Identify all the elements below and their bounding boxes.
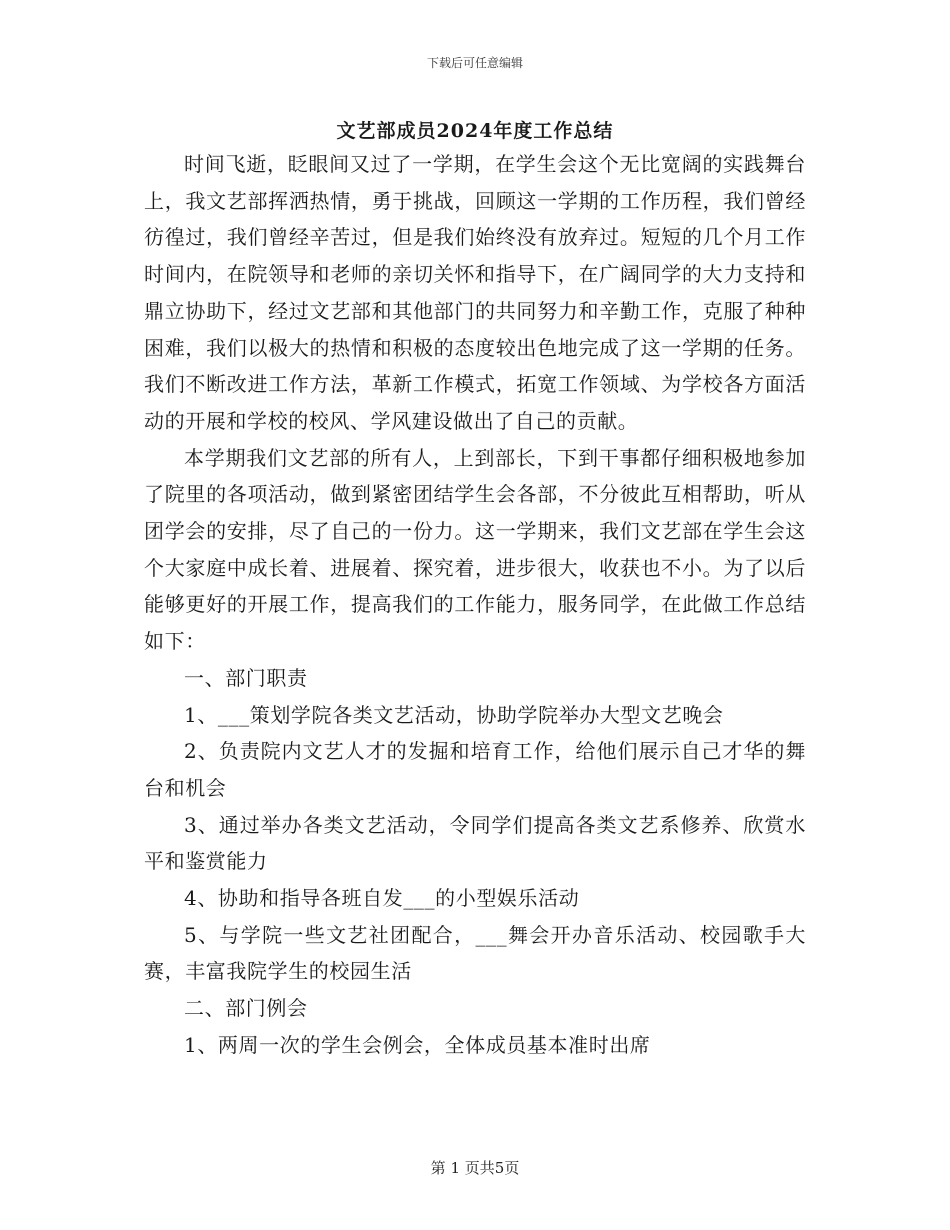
paragraph-department-members: 本学期我们文艺部的所有人，上到部长，下到干事都仔细积极地参加了院里的各项活动，做到紧密团结学生会各部，不分彼此互相帮助，听从团学会的安排，尽了自己的一份力。这一学期来，我们文艺部在学生会这个大家庭中成长着、进展着、探究着，进步很大，收获也不小。为了以后能够更好的开展工作，提高我们的工作能力，服务同学，在此做工作总结如下： — [144, 445, 806, 654]
list-item-responsibility-4: 4、协助和指导各班自发___的小型娱乐活动 — [184, 886, 580, 911]
footer-page-total: 5 — [494, 1159, 505, 1177]
footer-page-number: 1 — [450, 1159, 460, 1177]
list-item-responsibility-3: 3、通过举办各类文艺活动，令同学们提高各类文艺系修养、欣赏水平和鉴赏能力 — [144, 812, 806, 874]
list-item-meeting-1: 1、两周一次的学生会例会，全体成员基本准时出席 — [184, 1032, 651, 1057]
list-item-responsibility-1: 1、___策划学院各类文艺活动，协助学院举办大型文艺晚会 — [184, 702, 724, 727]
footer-page-prefix: 第 — [430, 1159, 446, 1177]
section-heading-responsibilities: 一、部门职责 — [184, 665, 308, 690]
footer-page-middle: 页共 — [464, 1159, 495, 1177]
list-item-responsibility-2: 2、负责院内文艺人才的发掘和培育工作，给他们展示自己才华的舞台和机会 — [144, 739, 806, 800]
document-title: 文艺部成员2024年度工作总结 — [336, 120, 614, 142]
section-heading-meetings: 二、部门例会 — [184, 996, 308, 1021]
header-note: 下载后可任意编辑 — [426, 56, 523, 70]
footer-page-suffix: 页 — [504, 1159, 520, 1177]
list-item-responsibility-5: 5、与学院一些文艺社团配合，___舞会开办音乐活动、校园歌手大赛，丰富我院学生的校园生活 — [144, 922, 806, 984]
page-footer — [0, 1157, 950, 1178]
document-body — [144, 146, 806, 1064]
paragraph-intro: 时间飞逝，眨眼间又过了一学期，在学生会这个无比宽阔的实践舞台上，我文艺部挥洒热情，勇于挑战，回顾这一学期的工作历程，我们曾经彷徨过，我们曾经辛苦过，但是我们始终没有放弃过。短短的几个月工作时间内，在院领导和老师的亲切关怀和指导下，在广阔同学的大力支持和鼎立协助下，经过文艺部和其他部门的共同努力和辛勤工作，克服了种种困难，我们以极大的热情和积极的态度较出色地完成了这一学期的任务。我们不断改进工作方法，革新工作模式，拓宽工作领域、为学校各方面活动的开展和学校的校风、学风建设做出了自己的贡献。 — [144, 152, 806, 433]
